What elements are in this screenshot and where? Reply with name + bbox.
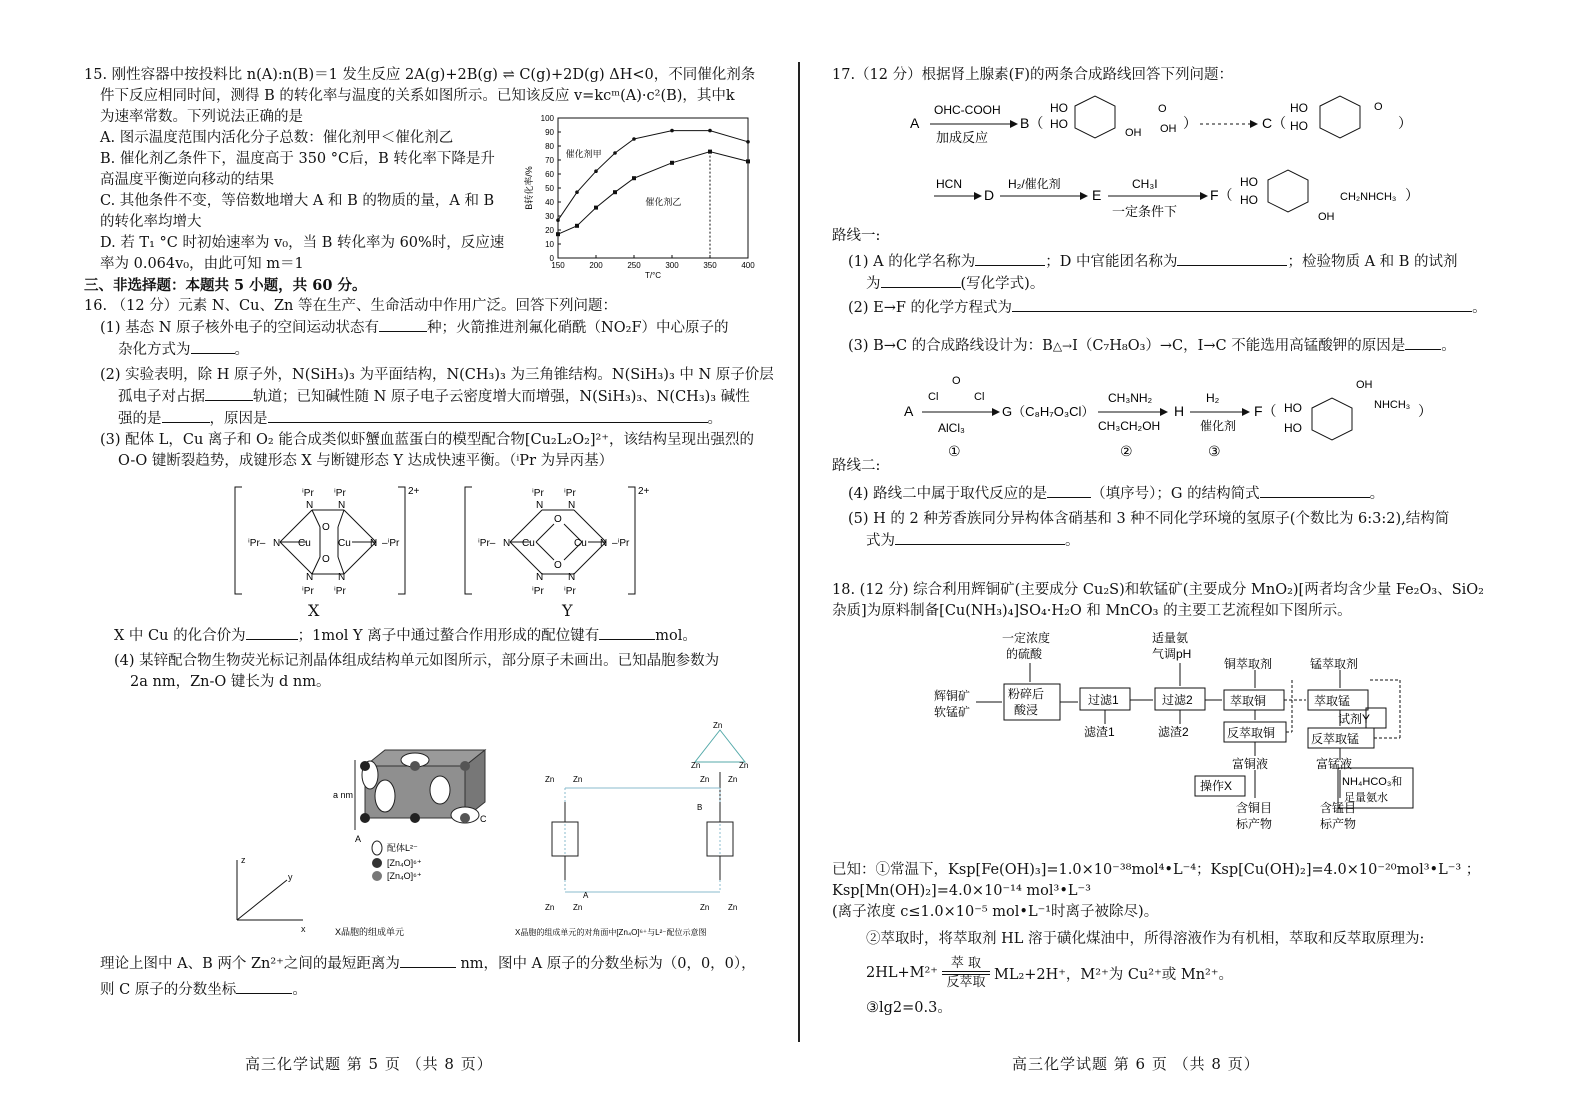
q17-head: 17.（12 分）根据肾上腺素(F)的两条合成路线回答下列问题：: [832, 67, 1233, 83]
svg-text:ⁱPr: ⁱPr: [302, 586, 314, 597]
svg-text:Zn: Zn: [545, 903, 555, 912]
data-point: [746, 159, 750, 163]
svg-text:A: A: [910, 115, 920, 131]
svg-text:[Zn₄O]⁶⁺: [Zn₄O]⁶⁺: [387, 858, 422, 868]
y-tick-label: 30: [545, 212, 554, 221]
data-point: [575, 224, 579, 228]
svg-text:N: N: [338, 500, 346, 511]
figcap1: X晶胞的组成单元: [335, 927, 405, 937]
data-point: [670, 161, 674, 165]
svg-text:N: N: [568, 500, 576, 511]
blank: [400, 953, 456, 968]
blank: [379, 317, 427, 332]
blank: [191, 339, 235, 354]
q16-p3-answer: X 中 Cu 的化合价为 ；1mol Y 离子中通过螯合作用形成的配位键有 mol。 (4) 某锌配合物生物荧光标记剂晶体组成结构单元如图所示，部分原子未画出。已知晶胞参数为 2a nm，Zn-O 键长为 d nm。: [114, 625, 784, 693]
svg-text:反萃取锰: 反萃取锰: [1311, 732, 1360, 746]
blank: [975, 251, 1045, 266]
svg-text:C: C: [480, 814, 487, 824]
svg-text:的硫酸: 的硫酸: [1006, 647, 1043, 661]
svg-text:N: N: [536, 572, 544, 583]
data-point: [670, 129, 674, 133]
svg-text:B（: B（: [1020, 115, 1044, 131]
q18-head: 18. (12 分) 综合利用辉铜矿(主要成分 Cu₂S)和软锰矿(主要成分 MnO₂)[两者均含少量 Fe₂O₃、SiO₂ 杂质]为原料制备[Cu(NH₃)₄]SO₄·H₂O 和 MnCO₃ 的主要工艺流程如下图所示。: [832, 582, 1484, 619]
svg-text:CH₃I: CH₃I: [1132, 177, 1158, 191]
svg-text:H₂: H₂: [1206, 391, 1220, 405]
plot-frame: [558, 118, 748, 258]
blank: [268, 408, 708, 423]
q16-p3: (3) 配体 L，Cu 离子和 O₂ 能合成类似虾蟹血蓝蛋白的模型配合物[Cu₂L₂O₂]²⁺，该结构呈现出强烈的: [100, 432, 755, 448]
q15-line1: 15. 刚性容器中按投料比 n(A):n(B)＝1 发生反应 2A(g)+2B(g) ⇌ C(g)+2D(g) ΔH<0，不同催化剂条: [84, 67, 756, 83]
svg-text:Cu: Cu: [574, 538, 587, 549]
route-two-scheme: [898, 370, 1438, 465]
crystal-unit: [333, 750, 487, 881]
series-label: 催化剂乙: [645, 196, 682, 207]
svg-text:）: ）: [1405, 187, 1419, 203]
footer-left: 高三化学试题 第 5 页 （共 8 页）: [245, 1055, 493, 1073]
svg-text:ⁱPr: ⁱPr: [564, 586, 576, 597]
svg-text:y: y: [288, 872, 293, 882]
q15-line3: 为速率常数。下列说法正确的是: [100, 109, 303, 125]
svg-text:E: E: [1092, 187, 1102, 203]
svg-text:HO: HO: [1284, 421, 1302, 435]
svg-text:含铜目: 含铜目: [1236, 801, 1273, 815]
q18-known: 已知：①常温下，Ksp[Fe(OH)₃]=1.0×10⁻³⁸mol⁴•L⁻⁴；Ksp[Cu(OH)₂]=4.0×10⁻²⁰mol³•L⁻³ ； Ksp[Mn(OH)₂]=4.0×10⁻¹⁴ mol³•L⁻³ (离子浓度 c≤1.0×10⁻⁵ mol•L⁻¹时离子被除尽)。 ②萃取时，将萃取剂 HL 溶于磺化煤油中，所得溶液作为有机相，萃取和反萃取原理为: 2HL+M²⁺ 萃 取 反萃取 ML₂+2H⁺，M²⁺为 Cu²⁺或 Mn²⁺。 ③lg2=0.3。: [832, 862, 1481, 1016]
svg-text:过滤1: 过滤1: [1088, 693, 1119, 707]
svg-text:B: B: [697, 803, 703, 812]
svg-text:2+: 2+: [408, 486, 420, 497]
blank: [236, 979, 292, 994]
data-point: [575, 190, 579, 194]
svg-text:Zn: Zn: [713, 721, 723, 730]
svg-text:O: O: [554, 560, 562, 571]
svg-text:富铜液: 富铜液: [1232, 757, 1269, 771]
blank: [895, 530, 1065, 545]
q15-opt-b2: 高温度平衡逆向移动的结果: [100, 172, 274, 188]
data-point: [708, 150, 712, 154]
data-point: [746, 140, 750, 144]
series-label: 催化剂甲: [565, 149, 602, 160]
svg-text:a nm: a nm: [333, 790, 354, 800]
svg-text:NHCH₃: NHCH₃: [1374, 399, 1411, 411]
blank: [205, 386, 253, 401]
x-tick-label: 400: [741, 261, 755, 270]
crystal-figure: [225, 720, 775, 945]
svg-text:N: N: [273, 538, 281, 549]
x-tick-label: 300: [665, 261, 679, 270]
svg-text:O: O: [1158, 103, 1167, 115]
svg-text:Zn: Zn: [728, 775, 738, 784]
y-tick-label: 20: [545, 226, 554, 235]
svg-text:HO: HO: [1284, 401, 1302, 415]
svg-text:②: ②: [1120, 443, 1133, 459]
q16-p3-cont: O-O 键断裂趋势，成键形态 X 与断键形态 Y 达成快速平衡。（ⁱPr 为异丙基）: [118, 453, 614, 469]
svg-text:N: N: [536, 500, 544, 511]
blank: [881, 273, 961, 288]
svg-text:N: N: [306, 572, 314, 583]
svg-text:HO: HO: [1240, 175, 1258, 189]
q15-opt-a: A. 图示温度范围内活化分子总数：催化剂甲＜催化剂乙: [100, 130, 454, 146]
svg-text:配体L²⁻: 配体L²⁻: [387, 843, 418, 853]
data-point: [708, 129, 712, 133]
svg-text:软锰矿: 软锰矿: [934, 705, 971, 719]
svg-text:Zn: Zn: [573, 775, 583, 784]
blank: [1405, 335, 1441, 350]
svg-text:G（C₈H₇O₃Cl）: G（C₈H₇O₃Cl）: [1002, 404, 1095, 419]
svg-text:ⁱPr: ⁱPr: [532, 488, 544, 499]
svg-text:Zn: Zn: [728, 903, 738, 912]
coordination-diagram: [552, 730, 745, 892]
svg-text:Zn: Zn: [700, 903, 710, 912]
process-flowchart: [930, 628, 1430, 833]
conversion-chart: [520, 112, 760, 280]
svg-text:ⁱPr: ⁱPr: [334, 488, 346, 499]
svg-text:Zn: Zn: [700, 775, 710, 784]
svg-text:AlCl₃: AlCl₃: [938, 421, 965, 435]
figcap2: X晶胞的组成单元的对角面中[Zn₄O]⁶⁺与L²⁻配位示意图: [515, 928, 707, 937]
svg-text:适量氨: 适量氨: [1152, 631, 1189, 645]
svg-text:F（: F（: [1210, 187, 1233, 203]
svg-text:锰萃取剂: 锰萃取剂: [1310, 657, 1359, 671]
q15-opt-c1: C. 其他条件不变，等倍数地增大 A 和 B 的物质的量，A 和 B: [100, 193, 495, 209]
q16-p2: (2) 实验表明，除 H 原子外，N(SiH₃)₃ 为平面结构，N(CH₃)₃ 为三角锥结构。N(SiH₃)₃ 中 N 原子价层: [100, 367, 774, 383]
right-page: [832, 60, 1502, 86]
axes: [237, 855, 306, 934]
svg-text:HO: HO: [1050, 101, 1068, 115]
route-one-scheme: [900, 88, 1420, 238]
complex-x: [235, 486, 420, 597]
svg-text:加成反应: 加成反应: [936, 130, 989, 145]
svg-text:富锰液: 富锰液: [1316, 757, 1353, 771]
svg-text:D: D: [984, 187, 995, 203]
svg-text:OHC-COOH: OHC-COOH: [934, 103, 1001, 117]
svg-text:辉铜矿: 辉铜矿: [934, 689, 971, 703]
svg-text:F（: F（: [1254, 403, 1277, 419]
svg-text:N: N: [568, 572, 576, 583]
svg-text:ⁱPr: ⁱPr: [532, 586, 544, 597]
blank: [1047, 483, 1091, 498]
blank: [1177, 251, 1287, 266]
svg-text:Cu: Cu: [298, 538, 311, 549]
svg-text:z: z: [241, 855, 246, 865]
svg-text:2+: 2+: [638, 486, 650, 497]
svg-text:A: A: [583, 891, 589, 900]
data-point: [556, 218, 560, 222]
data-point: [632, 137, 636, 141]
svg-text:OH: OH: [1356, 379, 1373, 391]
svg-text:一定浓度: 一定浓度: [1002, 631, 1051, 645]
svg-text:CH₂NHCH₃: CH₂NHCH₃: [1340, 191, 1397, 203]
svg-text:铜萃取剂: 铜萃取剂: [1224, 657, 1273, 671]
q16-p4-answer: 理论上图中 A、B 两个 Zn²⁺之间的最短距离为 nm，图中 A 原子的分数坐标为（0，0，0）， 则 C 原子的分数坐标 。: [100, 953, 790, 1001]
q17-route1-text: 路线一: (1) A 的化学名称为 ；D 中官能团名称为 ；检验物质 A 和 B 的试剂 为 (写化学式)。 (2) E→F 的化学方程式为 。 (3) B→C 的合成路线设计为：B△→I（C₇H₈O₃）→C，I→C 不能选用高锰酸钾的原因是 。: [832, 228, 1487, 354]
y-tick-label: 50: [545, 184, 554, 193]
footer-right: 高三化学试题 第 6 页 （共 8 页）: [1012, 1055, 1260, 1073]
svg-text:N: N: [338, 572, 346, 583]
blank: [162, 408, 210, 423]
svg-text:过滤2: 过滤2: [1162, 693, 1193, 707]
svg-text:–ⁱPr: –ⁱPr: [612, 538, 630, 549]
page-divider: [798, 62, 800, 1042]
svg-text:OH: OH: [1318, 211, 1335, 223]
svg-text:HO: HO: [1050, 117, 1068, 131]
data-point: [556, 232, 560, 236]
blank: [246, 625, 298, 640]
q16-p1-cont: 杂化方式为 。: [84, 339, 774, 361]
x-tick-label: 350: [703, 261, 717, 270]
svg-text:N: N: [503, 538, 511, 549]
svg-text:N: N: [306, 500, 314, 511]
svg-text:Cu: Cu: [522, 538, 535, 549]
svg-text:Zn: Zn: [691, 761, 701, 770]
data-point: [594, 169, 598, 173]
svg-text:N: N: [370, 538, 378, 549]
svg-text:–ⁱPr: –ⁱPr: [382, 538, 400, 549]
svg-text:HO: HO: [1290, 119, 1308, 133]
data-point: [632, 176, 636, 180]
y-tick-label: 40: [545, 198, 554, 207]
complex-y: [465, 486, 650, 597]
x-tick-label: 250: [627, 261, 641, 270]
svg-text:H: H: [1174, 403, 1185, 419]
y-tick-label: 10: [545, 240, 554, 249]
svg-text:含锰目: 含锰目: [1320, 801, 1357, 815]
q16-p2-cont2: 强的是 ，原因是 。: [84, 408, 774, 430]
svg-text:ⁱPr–: ⁱPr–: [478, 538, 496, 549]
blank: [1260, 483, 1370, 498]
y-tick-label: 70: [545, 156, 554, 165]
svg-text:OH: OH: [1125, 127, 1142, 139]
svg-text:Cu: Cu: [338, 538, 351, 549]
svg-text:O: O: [1374, 101, 1383, 113]
svg-text:O: O: [952, 375, 961, 387]
section-3-title: 三、非选择题：本题共 5 小题，共 60 分。: [84, 277, 367, 294]
svg-text:萃取锰: 萃取锰: [1314, 694, 1351, 708]
svg-text:ⁱPr: ⁱPr: [302, 488, 314, 499]
svg-text:标产物: 标产物: [1236, 817, 1273, 831]
q15-opt-d1: D. 若 T₁ °C 时初始速率为 v₀，当 B 转化率为 60%时，反应速: [100, 235, 505, 251]
q16-p4: (4) 某锌配合物生物荧光标记剂晶体组成结构单元如图所示，部分原子未画出。已知晶胞参数为: [114, 653, 720, 669]
q16-p2-cont: 孤电子对占据 轨道；已知碱性随 N 原子电子云密度增大而增强，N(SiH₃)₃、N(CH₃)₃ 碱性: [84, 386, 774, 408]
svg-text:操作X: 操作X: [1200, 779, 1233, 793]
svg-text:）: ）: [1183, 115, 1197, 131]
svg-text:O: O: [554, 514, 562, 525]
svg-text:CH₃NH₂: CH₃NH₂: [1108, 391, 1153, 405]
x-axis-label: T/°C: [644, 271, 662, 280]
data-point: [594, 206, 598, 210]
y-tick-label: 0: [549, 254, 554, 263]
y-tick-label: 60: [545, 170, 554, 179]
data-point: [613, 190, 617, 194]
label-y: Y: [562, 601, 573, 620]
complex-structures: [220, 482, 690, 622]
y-tick-label: 90: [545, 128, 554, 137]
svg-text:HO: HO: [1240, 193, 1258, 207]
svg-text:[Zn₄O]⁶⁺: [Zn₄O]⁶⁺: [387, 871, 422, 881]
svg-text:x: x: [301, 924, 306, 934]
svg-text:粉碎后: 粉碎后: [1008, 687, 1045, 701]
q16-p1: (1) 基态 N 原子核外电子的空间运动状态有 种；火箭推进剂氟化硝酰（NO₂F）中心原子的: [84, 317, 774, 339]
svg-text:滤渣2: 滤渣2: [1158, 725, 1189, 739]
svg-text:足量氨水: 足量氨水: [1344, 792, 1388, 804]
svg-text:①: ①: [948, 443, 961, 459]
q15-opt-b1: B. 催化剂乙条件下，温度高于 350 °C后，B 转化率下降是升: [100, 151, 495, 167]
svg-text:反萃取铜: 反萃取铜: [1227, 726, 1276, 740]
label-x: X: [308, 601, 320, 620]
blank: [599, 625, 655, 640]
y-tick-label: 100: [540, 114, 554, 123]
svg-text:Cl: Cl: [928, 391, 939, 403]
svg-text:ⁱPr–: ⁱPr–: [248, 538, 266, 549]
svg-text:C（: C（: [1262, 115, 1287, 131]
svg-text:N: N: [600, 538, 608, 549]
svg-text:H₂/催化剂: H₂/催化剂: [1008, 177, 1061, 191]
q15-opt-c2: 的转化率均增大: [100, 214, 202, 230]
data-point: [613, 151, 617, 155]
series-line: [558, 152, 748, 235]
svg-text:酸浸: 酸浸: [1014, 703, 1039, 717]
svg-text:NH₄HCO₃和: NH₄HCO₃和: [1342, 776, 1403, 788]
svg-text:A: A: [904, 403, 914, 419]
q17-route2-text: 路线二: (4) 路线二中属于取代反应的是 （填序号）；G 的结构简式 。 (5) H 的 2 种芳香族同分异构体含硝基和 3 种不同化学环境的氢原子(个数比为 6:3:2),结构简 式为 。: [832, 458, 1450, 549]
svg-text:一定条件下: 一定条件下: [1112, 204, 1178, 219]
blank: [1012, 297, 1472, 312]
q15-opt-d2: 率为 0.064v₀，由此可知 m＝1: [100, 256, 304, 272]
svg-text:CH₃CH₂OH: CH₃CH₂OH: [1098, 419, 1161, 433]
svg-text:O: O: [322, 554, 330, 565]
x-tick-label: 200: [589, 261, 603, 270]
svg-text:）: ）: [1418, 403, 1432, 419]
svg-text:催化剂: 催化剂: [1200, 419, 1237, 433]
svg-text:Zn: Zn: [739, 761, 749, 770]
q16-p4-cont: 2a nm，Zn-O 键长为 d nm。: [130, 674, 331, 690]
svg-text:滤渣1: 滤渣1: [1084, 725, 1115, 739]
svg-text:Zn: Zn: [573, 903, 583, 912]
svg-text:ⁱPr: ⁱPr: [564, 488, 576, 499]
y-tick-label: 80: [545, 142, 554, 151]
svg-text:③: ③: [1208, 443, 1221, 459]
svg-text:OH: OH: [1160, 123, 1177, 135]
q15-line2: 件下反应相同时间，测得 B 的转化率与温度的关系如图所示。已知该反应 v=kcᵐ(A)·c²(B)，其中k: [100, 88, 735, 104]
svg-text:HCN: HCN: [936, 177, 962, 191]
y-axis-label: B转化率/%: [524, 166, 534, 210]
svg-text:ⁱPr: ⁱPr: [334, 586, 346, 597]
svg-text:标产物: 标产物: [1320, 817, 1357, 831]
svg-text:萃取铜: 萃取铜: [1230, 694, 1267, 708]
svg-text:试剂Y: 试剂Y: [1338, 712, 1371, 726]
x-tick-label: 150: [551, 261, 565, 270]
svg-text:Zn: Zn: [545, 775, 555, 784]
svg-text:A: A: [355, 834, 362, 844]
svg-text:HO: HO: [1290, 101, 1308, 115]
svg-text:气调pH: 气调pH: [1152, 647, 1192, 661]
svg-text:Cl: Cl: [974, 391, 985, 403]
svg-text:）: ）: [1398, 115, 1412, 131]
svg-text:O: O: [322, 522, 330, 533]
q16-head: 16. （12 分）元素 N、Cu、Zn 等在生产、生命活动中作用广泛。回答下列问题：: [84, 298, 617, 314]
